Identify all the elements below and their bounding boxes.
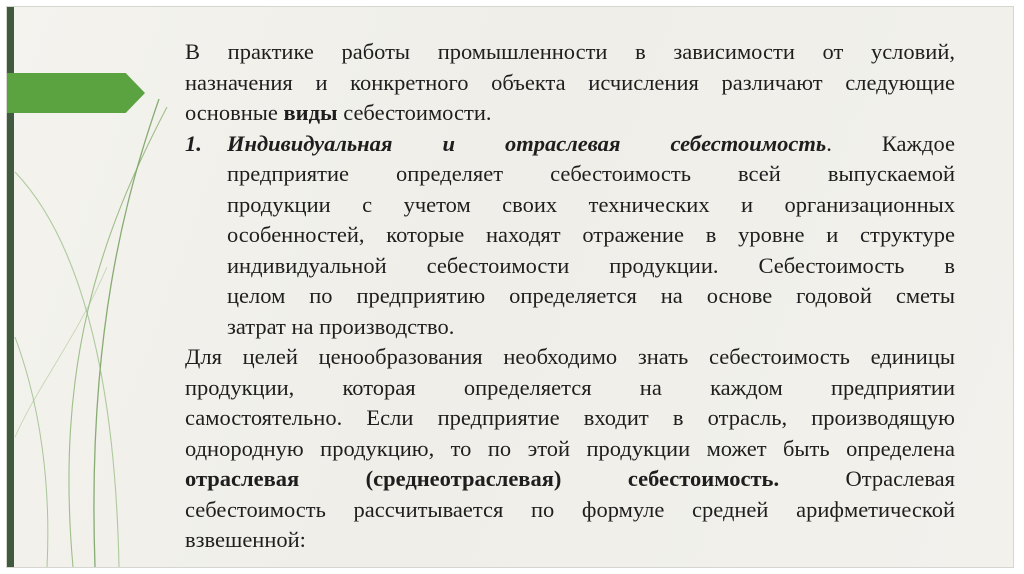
text-line: однородную продукцию, то по этой продукции может быть определена <box>185 435 955 461</box>
bold-term: виды <box>283 100 338 125</box>
green-arrow-shape <box>7 73 145 113</box>
text-line: затрат на производство. <box>227 313 455 339</box>
text-line: предприятие определяет себестоимость всей выпускаемой <box>227 161 955 186</box>
pricing-paragraph <box>185 342 955 556</box>
intro-paragraph <box>185 37 955 129</box>
text-line: назначения и конкретного объекта исчисления различают следующие <box>185 69 955 95</box>
text-line: самостоятельно. Если предприятие входит в отрасль, производящую <box>185 405 955 430</box>
curve-line <box>15 172 119 567</box>
list-number: 1. <box>185 130 202 156</box>
text-fragment: себестоимости. <box>337 100 492 125</box>
text-line: продукции, которая определяется на каждом предприятии <box>185 374 955 400</box>
bold-term: отраслевая (среднеотраслевая) себестоимость. <box>185 466 780 491</box>
text-fragment: Отраслевая <box>845 466 956 491</box>
text-line: продукции с учетом своих технических и организационных <box>227 191 955 217</box>
text-line: целом по предприятию определяется на основе годовой сметы <box>227 283 955 308</box>
curve-line <box>15 337 48 567</box>
list-heading: Индивидуальная и отраслевая себестоимость <box>227 130 827 156</box>
text-line: индивидуальной себестоимости продукции. Себестоимость в <box>227 252 955 278</box>
curve-line <box>94 99 159 567</box>
text-line: особенностей, которые находят отражение в уровне и структуре <box>227 222 955 247</box>
text-fragment: основные <box>185 100 284 125</box>
text-line: В практике работы промышленности в зависимости от условий, <box>185 39 955 64</box>
curve-line <box>15 267 107 437</box>
slide <box>6 6 1014 568</box>
text-line: Для целей ценообразования необходимо знать себестоимость единицы <box>185 344 955 369</box>
text-fragment: . <box>826 130 832 156</box>
curve-line <box>69 107 167 567</box>
text-fragment: Каждое <box>881 130 956 156</box>
text-line: взвешенной: <box>185 527 306 552</box>
text-line <box>227 129 955 160</box>
list-item <box>185 129 955 343</box>
text-line <box>185 98 955 129</box>
slide-text <box>185 37 955 556</box>
text-line <box>185 464 955 495</box>
text-line: себестоимость рассчитывается по формуле средней арифметической <box>185 496 955 522</box>
